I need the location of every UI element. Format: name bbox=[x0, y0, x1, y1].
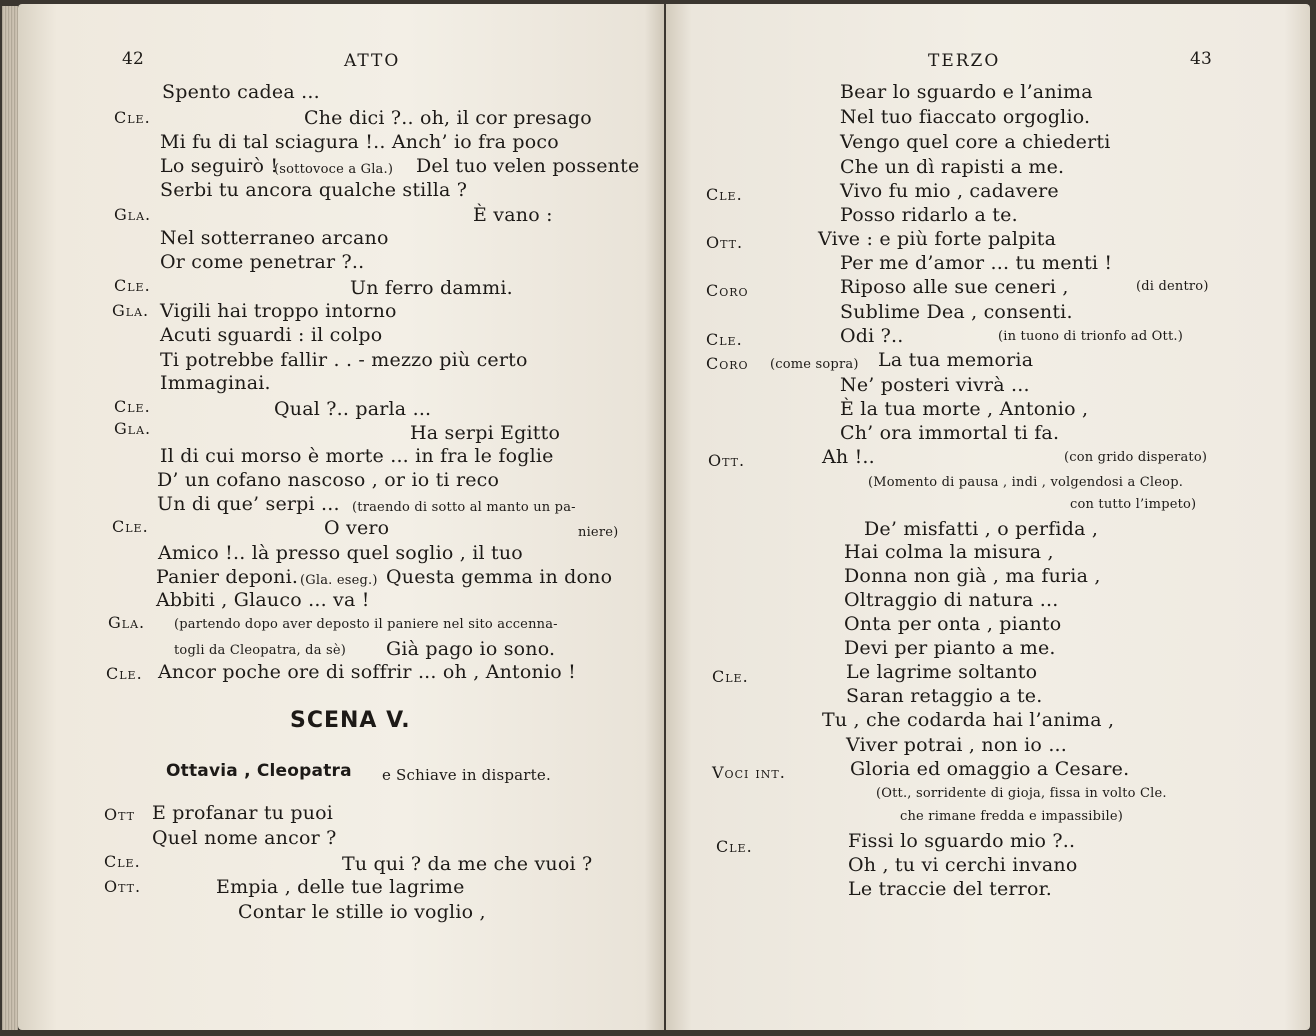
speaker: Gla. bbox=[108, 613, 146, 632]
stage-direction: (sottovoce a Gla.) bbox=[274, 162, 394, 177]
verse-line: Oltraggio di natura ... bbox=[844, 589, 1059, 611]
verse-line: Serbi tu ancora qualche stilla ? bbox=[160, 179, 468, 201]
verse-line: Quel nome ancor ? bbox=[152, 827, 337, 849]
cast-rest: e Schiave in disparte. bbox=[382, 766, 551, 784]
speaker: Ott. bbox=[708, 451, 746, 470]
stage-direction: (partendo dopo aver deposto il paniere nel sito accenna- bbox=[174, 617, 558, 632]
verse-line: D’ un cofano nascoso , or io ti reco bbox=[157, 469, 500, 491]
right-page bbox=[666, 4, 1310, 1030]
verse-line: Tu qui ? da me che vuoi ? bbox=[342, 853, 593, 875]
stage-direction: niere) bbox=[578, 525, 619, 540]
verse-line: Ne’ posteri vivrà ... bbox=[840, 374, 1030, 396]
stage-direction: con tutto l’impeto) bbox=[1070, 497, 1197, 512]
verse-line: Già pago io sono. bbox=[386, 638, 556, 660]
stage-direction: (in tuono di trionfo ad Ott.) bbox=[998, 329, 1183, 344]
verse-line: Ch’ ora immortal ti fa. bbox=[840, 422, 1060, 444]
speaker: Cle. bbox=[104, 852, 141, 871]
speaker: Gla. bbox=[114, 205, 152, 224]
verse-line: Empia , delle tue lagrime bbox=[216, 876, 465, 898]
running-head: TERZO bbox=[928, 51, 1001, 71]
verse-line: Il di cui morso è morte ... in fra le foglie bbox=[160, 445, 554, 467]
verse-line: Contar le stille io voglio , bbox=[238, 901, 486, 923]
stage-direction: che rimane fredda e impassibile) bbox=[900, 809, 1124, 824]
verse-line: Hai colma la misura , bbox=[844, 541, 1054, 563]
speaker: Ott. bbox=[706, 233, 744, 252]
stage-direction: (di dentro) bbox=[1136, 279, 1209, 294]
verse-line: Odi ?.. bbox=[840, 325, 904, 347]
speaker: Cle. bbox=[106, 664, 143, 683]
verse-line: La tua memoria bbox=[878, 349, 1034, 371]
page-edges bbox=[2, 6, 18, 1030]
speaker: Coro bbox=[706, 281, 749, 300]
verse-line: Che un dì rapisti a me. bbox=[840, 156, 1065, 178]
speaker: Gla. bbox=[114, 419, 152, 438]
verse-line: Un di que’ serpi ... bbox=[157, 493, 340, 515]
speaker: Cle. bbox=[712, 667, 749, 686]
verse-line: Lo seguirò ! bbox=[160, 155, 279, 177]
stage-direction: (traendo di sotto al manto un pa- bbox=[352, 500, 576, 515]
verse-line: Sublime Dea , consenti. bbox=[840, 301, 1073, 323]
verse-line: Posso ridarlo a te. bbox=[840, 204, 1018, 226]
cast-names: Ottavia , Cleopatra bbox=[166, 761, 352, 781]
stage-direction: togli da Cleopatra, da sè) bbox=[174, 643, 347, 658]
speaker: Cle. bbox=[706, 330, 743, 349]
stage-direction: (Ott., sorridente di gioja, fissa in volto Cle. bbox=[876, 786, 1167, 801]
verse-line: Nel tuo fiaccato orgoglio. bbox=[840, 106, 1091, 128]
verse-line: Ha serpi Egitto bbox=[410, 422, 561, 444]
verse-line: Spento cadea ... bbox=[162, 81, 320, 103]
verse-line: È la tua morte , Antonio , bbox=[840, 398, 1089, 420]
stage-direction: (Gla. eseg.) bbox=[300, 573, 378, 588]
verse-line: Un ferro dammi. bbox=[350, 277, 513, 299]
verse-line: Del tuo velen possente bbox=[416, 155, 640, 177]
verse-line: Bear lo sguardo e l’anima bbox=[840, 81, 1093, 103]
speaker: Ott bbox=[104, 805, 135, 824]
speaker: Cle. bbox=[112, 517, 149, 536]
verse-line: Questa gemma in dono bbox=[386, 566, 613, 588]
speaker: Ott. bbox=[104, 877, 142, 896]
stage-direction: (con grido disperato) bbox=[1064, 450, 1208, 465]
verse-line: È vano : bbox=[473, 204, 553, 226]
verse-line: Amico !.. là presso quel soglio , il tuo bbox=[158, 542, 523, 564]
verse-line: Fissi lo sguardo mio ?.. bbox=[848, 830, 1076, 852]
verse-line: Le lagrime soltanto bbox=[846, 661, 1038, 683]
verse-line: Per me d’amor ... tu menti ! bbox=[840, 252, 1113, 274]
verse-line: E profanar tu puoi bbox=[152, 802, 334, 824]
verse-line: Donna non già , ma furia , bbox=[844, 565, 1101, 587]
verse-line: Onta per onta , pianto bbox=[844, 613, 1062, 635]
page-number: 42 bbox=[122, 49, 145, 69]
verse-line: Immaginai. bbox=[160, 372, 271, 394]
speaker: Gla. bbox=[112, 301, 150, 320]
verse-line: Vivo fu mio , cadavere bbox=[840, 180, 1059, 202]
verse-line: Vengo quel core a chiederti bbox=[840, 131, 1111, 153]
verse-line: Ti potrebbe fallir . . - mezzo più certo bbox=[160, 349, 528, 371]
verse-line: Ancor poche ore di soffrir ... oh , Antonio ! bbox=[158, 661, 576, 683]
verse-line: Saran retaggio a te. bbox=[846, 685, 1043, 707]
verse-line: Vigili hai troppo intorno bbox=[160, 300, 397, 322]
verse-line: Riposo alle sue ceneri , bbox=[840, 276, 1069, 298]
verse-line: De’ misfatti , o perfida , bbox=[864, 518, 1099, 540]
verse-line: Acuti sguardi : il colpo bbox=[160, 324, 383, 346]
verse-line: Qual ?.. parla ... bbox=[274, 398, 432, 420]
verse-line: Devi per pianto a me. bbox=[844, 637, 1056, 659]
speaker: Voci int. bbox=[712, 763, 786, 782]
verse-line: Viver potrai , non io ... bbox=[846, 734, 1068, 756]
stage-direction: (come sopra) bbox=[770, 357, 859, 372]
verse-line: Ah !.. bbox=[822, 446, 875, 468]
verse-line: Vive : e più forte palpita bbox=[818, 228, 1057, 250]
speaker: Cle. bbox=[114, 397, 151, 416]
stage-direction: (Momento di pausa , indi , volgendosi a Cleop. bbox=[868, 475, 1184, 490]
verse-line: Mi fu di tal sciagura !.. Anch’ io fra poco bbox=[160, 131, 559, 153]
verse-line: Che dici ?.. oh, il cor presago bbox=[304, 107, 592, 129]
verse-line: Abbiti , Glauco ... va ! bbox=[156, 589, 370, 611]
page-number: 43 bbox=[1190, 49, 1213, 69]
verse-line: Nel sotterraneo arcano bbox=[160, 227, 389, 249]
verse-line: Or come penetrar ?.. bbox=[160, 251, 365, 273]
verse-line: Oh , tu vi cerchi invano bbox=[848, 854, 1078, 876]
speaker: Cle. bbox=[114, 276, 151, 295]
verse-line: Gloria ed omaggio a Cesare. bbox=[850, 758, 1130, 780]
verse-line: O vero bbox=[324, 517, 390, 539]
left-page bbox=[18, 4, 664, 1030]
verse-line: Panier deponi. bbox=[156, 566, 299, 588]
speaker: Coro bbox=[706, 354, 749, 373]
speaker: Cle. bbox=[716, 837, 753, 856]
speaker: Cle. bbox=[114, 108, 151, 127]
speaker: Cle. bbox=[706, 185, 743, 204]
verse-line: Tu , che codarda hai l’anima , bbox=[822, 709, 1115, 731]
running-head: ATTO bbox=[344, 51, 401, 71]
scene-title: SCENA V. bbox=[290, 708, 411, 733]
verse-line: Le traccie del terror. bbox=[848, 878, 1053, 900]
